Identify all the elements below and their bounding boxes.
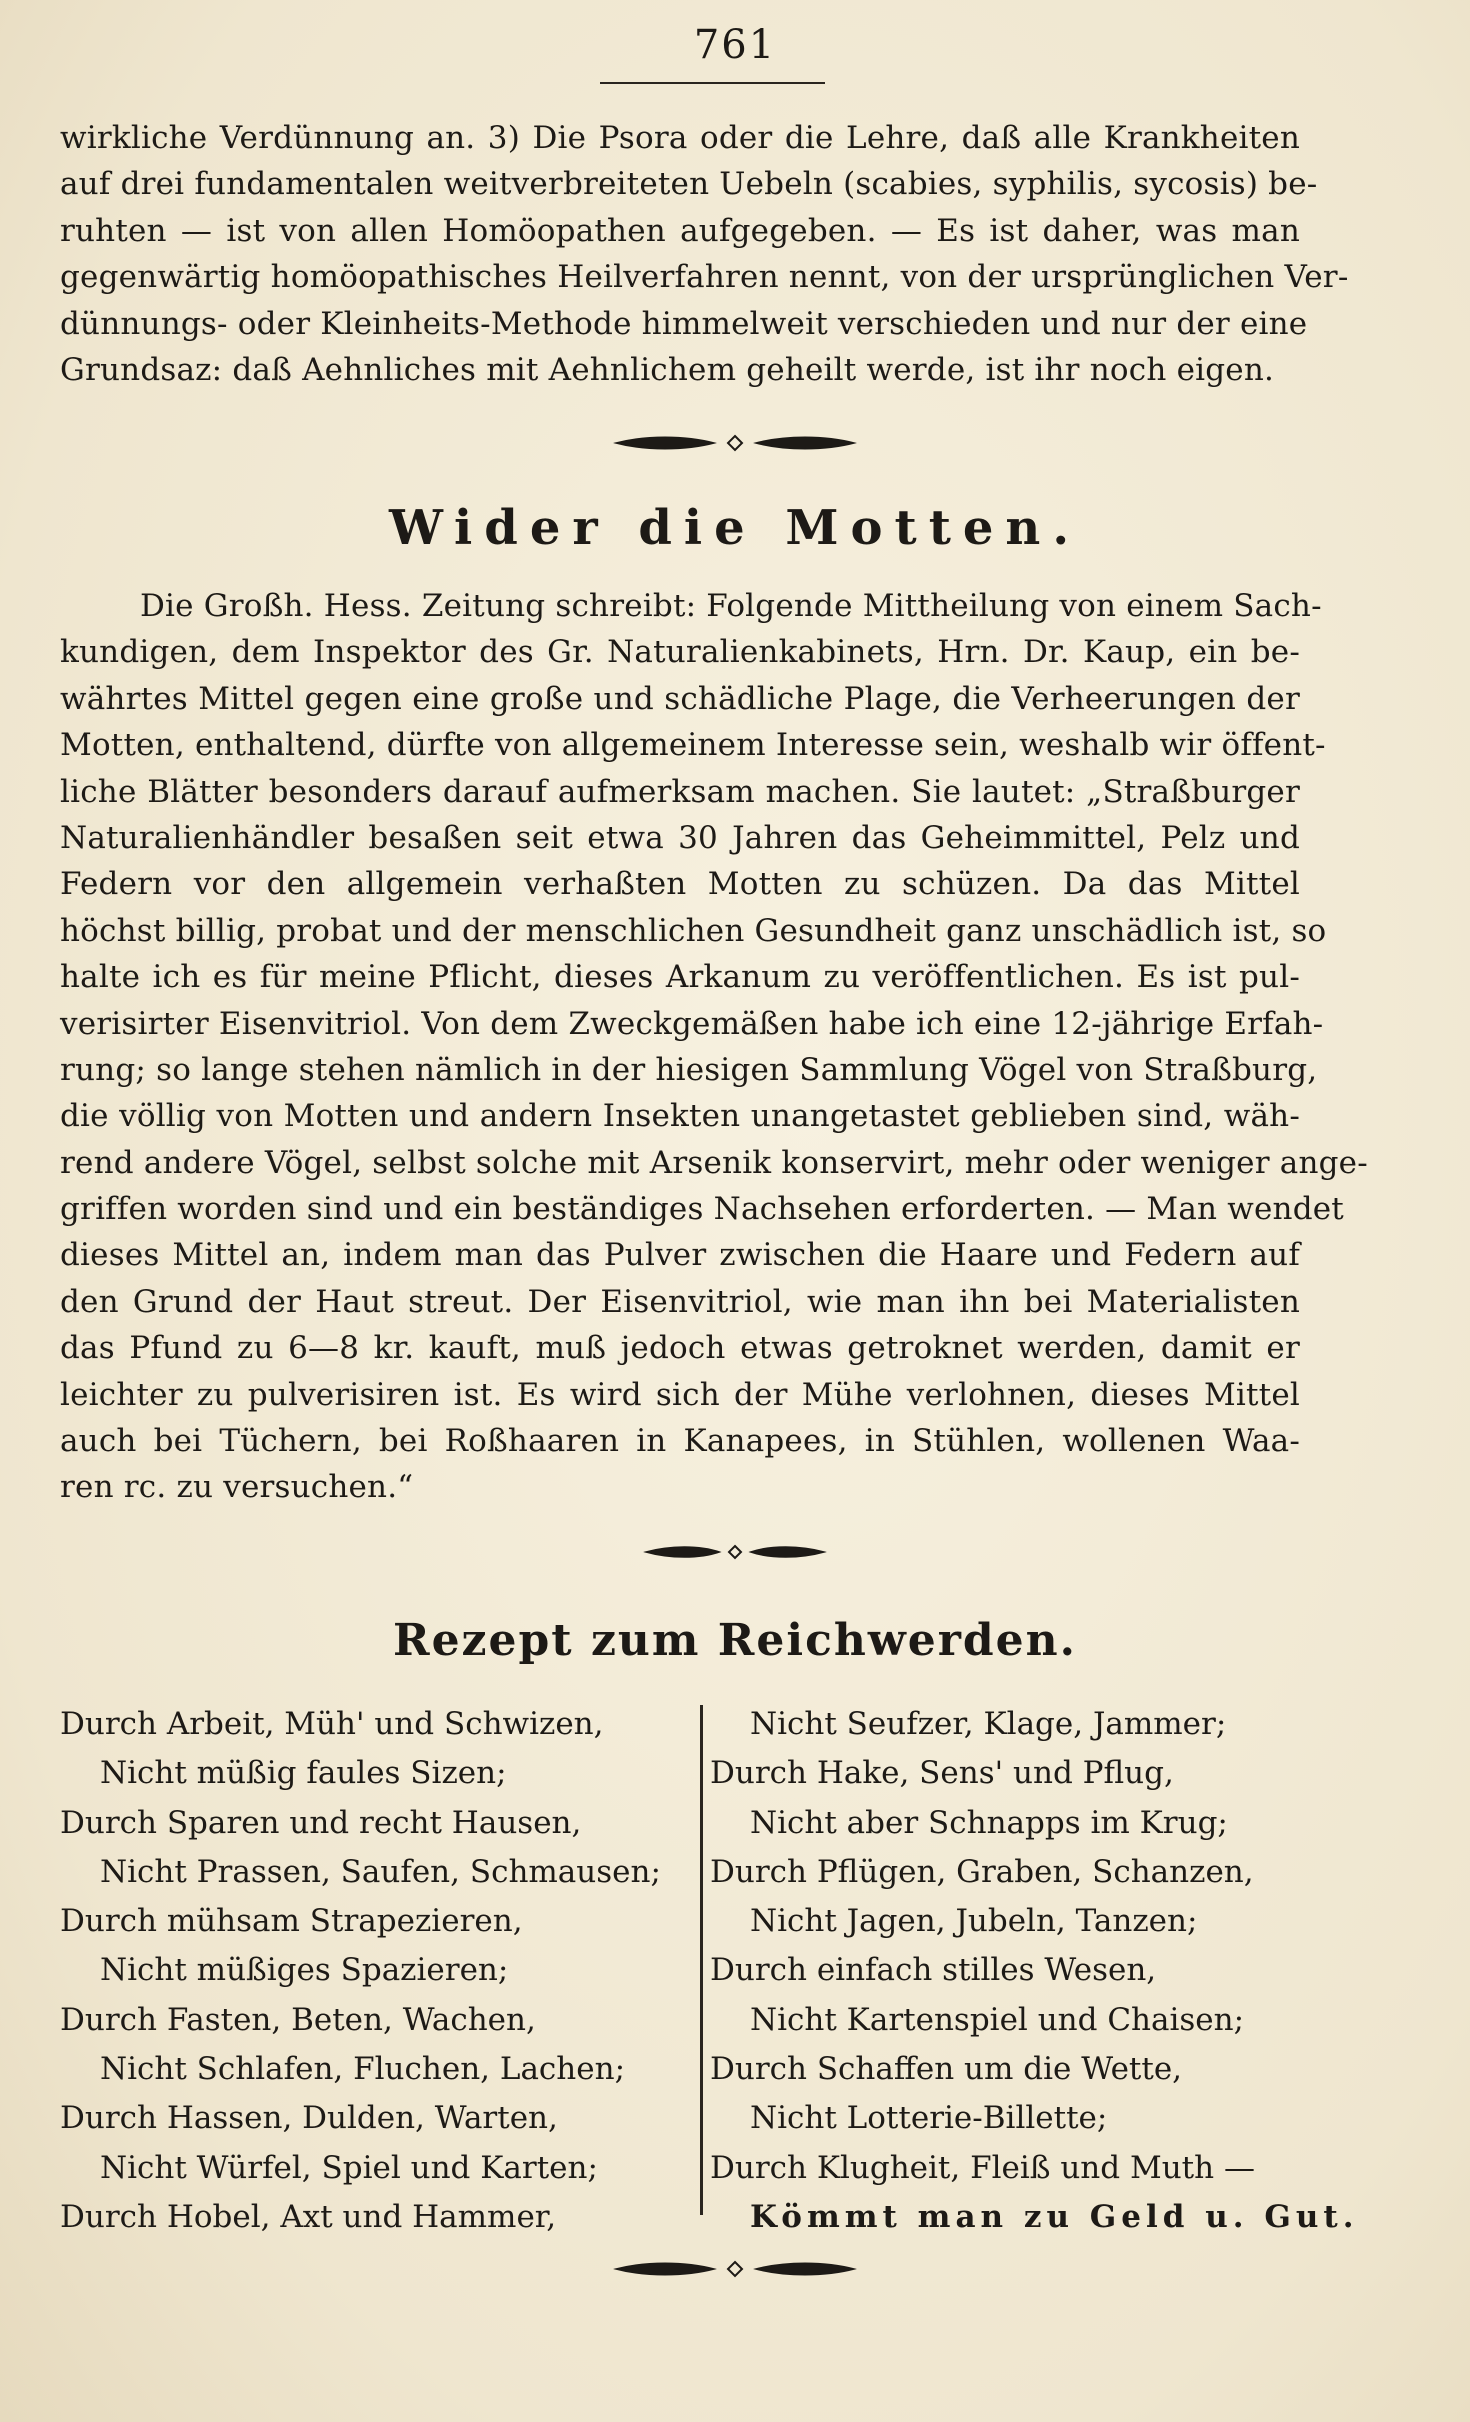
text-line: Federn vor den allgemein verhaßten Motten zu schüzen. Da das Mittel bbox=[60, 866, 1300, 903]
poem-line: Nicht müßiges Spazieren; bbox=[100, 1952, 509, 1989]
article-body-motten bbox=[60, 583, 1368, 1511]
text-line: das Pfund zu 6—8 kr. kauft, muß jedoch etwas getroknet werden, damit er bbox=[60, 1330, 1300, 1367]
text-line: kundigen, dem Inspektor des Gr. Naturalienkabinets, Hrn. Dr. Kaup, ein be- bbox=[60, 634, 1300, 671]
poem-line: Kömmt man zu Geld u. Gut. bbox=[750, 2198, 1359, 2235]
poem-line: Nicht Würfel, Spiel und Karten; bbox=[100, 2149, 598, 2186]
poem-line: Durch Pflügen, Graben, Schanzen, bbox=[710, 1853, 1254, 1890]
text-line: Motten, enthaltend, dürfte von allgemeinem Interesse sein, weshalb wir öffent- bbox=[60, 727, 1326, 764]
poem-line: Durch einfach stilles Wesen, bbox=[710, 1952, 1157, 1989]
text-line: den Grund der Haut streut. Der Eisenvitriol, wie man ihn bei Materialisten bbox=[60, 1283, 1300, 1320]
poem-line: Nicht aber Schnapps im Krug; bbox=[750, 1804, 1228, 1841]
text-line: auch bei Tüchern, bei Roßhaaren in Kanapees, in Stühlen, wollenen Waa- bbox=[60, 1423, 1300, 1460]
poem-line: Durch Hake, Sens' und Pflug, bbox=[710, 1755, 1174, 1792]
text-line: auf drei fundamentalen weitverbreiteten Uebeln (scabies, syphilis, sycosis) be- bbox=[60, 166, 1318, 203]
text-line: währtes Mittel gegen eine große und schädliche Plage, die Verheerungen der bbox=[60, 680, 1300, 717]
poem-right-column bbox=[710, 1700, 1359, 2242]
ornament-divider bbox=[0, 428, 1470, 458]
poem-line: Nicht müßig faules Sizen; bbox=[100, 1755, 507, 1792]
poem-line: Nicht Kartenspiel und Chaisen; bbox=[750, 2001, 1245, 2038]
text-line: dieses Mittel an, indem man das Pulver zwischen die Haare und Federn auf bbox=[60, 1237, 1300, 1274]
poem-line: Nicht Jagen, Jubeln, Tanzen; bbox=[750, 1903, 1198, 1940]
text-line: ruhten — ist von allen Homöopathen aufgegeben. — Es ist daher, was man bbox=[60, 212, 1300, 249]
poem-line: Nicht Seufzer, Klage, Jammer; bbox=[750, 1706, 1227, 1742]
header-rule bbox=[600, 82, 825, 84]
text-line: griffen worden sind und ein beständiges Nachsehen erforderten. — Man wendet bbox=[60, 1191, 1344, 1228]
text-line: rung; so lange stehen nämlich in der hiesigen Sammlung Vögel von Straßburg, bbox=[60, 1051, 1318, 1088]
text-line: Grundsaz: daß Aehnliches mit Aehnlichem geheilt werde, ist ihr noch eigen. bbox=[60, 351, 1275, 388]
poem-line: Nicht Prassen, Saufen, Schmausen; bbox=[100, 1853, 661, 1890]
page-number: 761 bbox=[693, 22, 777, 68]
article-title-motten: Wider die Motten. bbox=[388, 500, 1082, 556]
poem-line: Durch Sparen und recht Hausen, bbox=[60, 1804, 582, 1841]
ornament-divider bbox=[0, 1537, 1470, 1567]
poem-line: Durch mühsam Strapezieren, bbox=[60, 1903, 523, 1940]
poem-line: Nicht Lotterie-Billette; bbox=[750, 2100, 1108, 2137]
poem-left-column bbox=[60, 1700, 700, 2242]
poem-line: Durch Klugheit, Fleiß und Muth — bbox=[710, 2149, 1255, 2186]
ornament-divider bbox=[0, 2254, 1470, 2284]
text-line: halte ich es für meine Pflicht, dieses Arkanum zu veröffentlichen. Es ist pul- bbox=[60, 959, 1300, 996]
poem-line: Durch Arbeit, Müh' und Schwizen, bbox=[60, 1706, 604, 1742]
poem-line: Durch Schaffen um die Wette, bbox=[710, 2051, 1183, 2088]
text-line: leichter zu pulverisiren ist. Es wird sich der Mühe verlohnen, dieses Mittel bbox=[60, 1376, 1300, 1413]
text-line: Die Großh. Hess. Zeitung schreibt: Folgende Mittheilung von einem Sach- bbox=[140, 588, 1322, 624]
text-line: dünnungs- oder Kleinheits-Methode himmelweit verschieden und nur der eine bbox=[60, 305, 1308, 342]
text-line: ren rc. zu versuchen.“ bbox=[60, 1469, 414, 1506]
text-line: höchst billig, probat und der menschlichen Gesundheit ganz unschädlich ist, so bbox=[60, 912, 1327, 949]
text-line: die völlig von Motten und andern Insekten unangetastet geblieben sind, wäh- bbox=[60, 1098, 1300, 1135]
poem-line: Durch Hobel, Axt und Hammer, bbox=[60, 2198, 557, 2235]
text-line: liche Blätter besonders darauf aufmerksam machen. Sie lautet: „Straßburger bbox=[60, 773, 1300, 810]
article-title-rezept: Rezept zum Reichwerden. bbox=[393, 1615, 1077, 1666]
text-line: rend andere Vögel, selbst solche mit Arsenik konservirt, mehr oder weniger ange- bbox=[60, 1144, 1368, 1181]
poem-line: Nicht Schlafen, Fluchen, Lachen; bbox=[100, 2051, 626, 2088]
text-line: Naturalienhändler besaßen seit etwa 30 Jahren das Geheimmittel, Pelz und bbox=[60, 819, 1300, 856]
text-line: verisirter Eisenvitriol. Von dem Zweckgemäßen habe ich eine 12-jährige Erfah- bbox=[60, 1005, 1324, 1042]
intro-paragraph bbox=[60, 115, 1349, 393]
poem-line: Durch Hassen, Dulden, Warten, bbox=[60, 2100, 558, 2137]
text-line: gegenwärtig homöopathisches Heilverfahren nennt, von der ursprünglichen Ver- bbox=[60, 259, 1349, 296]
poem-line: Durch Fasten, Beten, Wachen, bbox=[60, 2001, 536, 2038]
column-divider bbox=[700, 1705, 703, 2215]
text-line: wirkliche Verdünnung an. 3) Die Psora oder die Lehre, daß alle Krankheiten bbox=[60, 120, 1300, 156]
